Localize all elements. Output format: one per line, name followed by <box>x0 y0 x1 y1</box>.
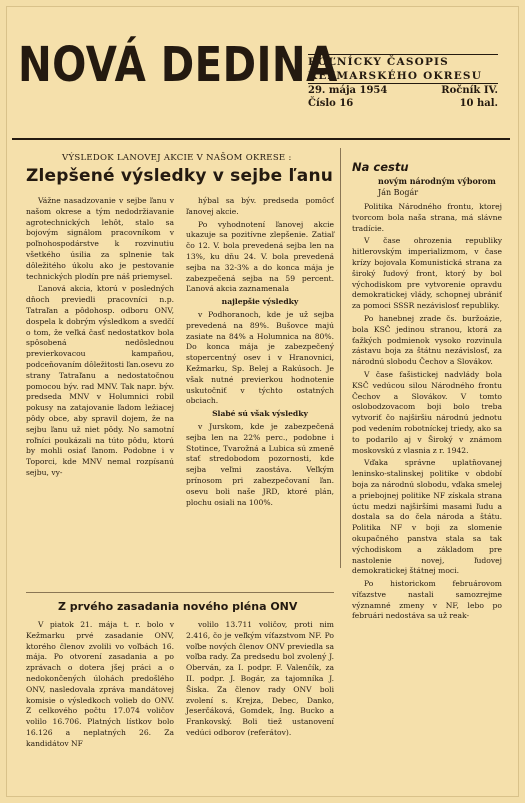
newspaper-title: NOVÁ DEDINA <box>18 37 338 93</box>
subheading: najlepšie výsledky <box>221 297 299 307</box>
paragraph: Po historickom februárovom víťazstve nastali samozrejme významné zmeny v NF, lebo po februári nedostáva sa už reak- <box>352 579 502 621</box>
price: 10 hal. <box>459 98 498 109</box>
article-column-2 <box>186 196 334 510</box>
subheading: Slabé sú však výsledky <box>212 409 308 419</box>
section-rule <box>26 592 334 593</box>
paragraph: Ľanová akcia, ktorú v posledných dňoch previedli pracovníci n.p. Tatraľan a pôdohosp. odboru ONV, dospela k dobrým výsledkom a svedčí o tom, že veľká časť nedostatkov bola spôsobená nedôslednou previerkovacou kampaňou, podceňovaním dôležitosti ľan.osevu zo strany Tatraľanu a nedostatočnou pomocou býv. rad MNV. Tak napr. býv. predseda MNV v Holumnici robil pokusy na zatajovanie ľadom ležiacej pôdy obce, aby spravil dojem, že na sejbu ľanu už niet pôdy. No samotní roľníci poukázali na túto pôdu, ktorú by mohli osiať ľanom. Podobne i v Toporci, kde MNV nemal rozpísanú sejbu, vy- <box>26 284 174 477</box>
masthead-bottom-rule <box>12 138 510 140</box>
subtitle-line1: ROĽNÍCKY ČASOPIS <box>308 56 449 68</box>
paragraph: V čase ohrozenia republiky hitlerovským imperializmom, v čase krízy bojovala Komunistická strana za široký ľudový front, ktorý by bol východiskom pre vytvorenie opravdu demokratickej vlády, schopnej ubrániť za pomoci SSSR nezávislosť republiky. <box>352 236 502 311</box>
date-row <box>308 84 498 97</box>
issue-date: 29. mája 1954 <box>308 85 388 96</box>
sidebar-title: Na cestu <box>352 160 409 174</box>
paragraph: Po vyhodnotení ľanovej akcie ukazuje sa pozitívne zlepšenie. Zatiaľ čo 12. V. bola prevedená sejba len na 13%, ku dňu 24. V. bola prevedená sejba na 32-3% a do konca mája je zabezpečená sejba na 59 percent. Ľanová akcia zaznamenala <box>186 219 334 294</box>
paragraph: hýbal sa býv. predseda pomôcť ľanovej akcie. <box>186 196 334 216</box>
article-kicker: VÝSLEDOK LANOVEJ AKCIE V NAŠOM OKRESE : <box>62 153 292 163</box>
masthead <box>18 34 508 118</box>
masthead-info <box>308 54 498 110</box>
sidebar-author: Ján Bogár <box>378 188 419 197</box>
paragraph: v Podhoranoch, kde je už sejba prevedená na 89%. Bušovce majú zasiate na 84% a Holumnica na 80%. Do konca mája je zabezpečený stopercentný osev i v Hranovnici, Kežmarku, Sp. Belej a Rakúsoch. Je však nutné previerkou hodnotenie uskutočniť v týchto ostatných obciach. <box>186 309 334 406</box>
column-divider <box>340 148 341 568</box>
paragraph: Po hanebnej zrade čs. buržoázie, bola KSČ jedinou stranou, ktorá za ťažkých podmienok vysoko rozvinula zástavu boja za štátnu nezávislosť, za národnú slobodu Čechov a Slovákov. <box>352 313 502 367</box>
paragraph: V čase fašistickej nadvlády bola KSČ vedúcou silou Národného frontu Čechov a Slovákov. V tomto oslobodzovacom boji bolo treba vytvoriť čo najširšiu národnú jednotu pod vedením robotníckej triedy, ako sa to podarilo aj v Široký v známom moskovskú z vlasnia z r. 1942. <box>352 369 502 455</box>
sidebar-column <box>352 202 502 624</box>
issue-number: Číslo 16 <box>308 98 354 109</box>
second-article-column-2 <box>186 620 334 741</box>
paragraph: Vďaka správne uplatňovanej leninsko-stalinskej politike v období boja za národnú slobodu, vďaka smelej a priebojnej politike NF získala strana úctu medzi najširšími masami ľudu a dostala sa do čela národa a štátu. Politika NF v boji za slomenie okupačného panstva stala sa tak východiskom a základom pre nastolenie novej, ľudovej demokratickej štátnej moci. <box>352 458 502 576</box>
second-article-headline: Z prvého zasadania nového pléna ONV <box>58 600 298 613</box>
paragraph: Vážne nasadzovanie v sejbe ľanu v našom okrese a tým nedodržiavanie agrotechnických lehôt, stalo sa bojovým signálom pracovníkom v poľnohospodárstve k rozvinutiu všetkého úsilia za splnenie tak dôležitého úkolu ako je pestovanie technických plodín pre náš priemysel. <box>26 196 174 281</box>
issue-row <box>308 97 498 110</box>
volume: Ročník IV. <box>441 85 498 96</box>
article-headline: Zlepšené výsledky v sejbe ľanu <box>26 166 334 186</box>
second-article-column-1 <box>26 620 174 752</box>
article-column-1 <box>26 196 174 481</box>
paragraph: v Jurskom, kde je zabezpečená sejba len na 22% perc., podobne i Stotince, Tvarožná a Lubica sú zmeně stať stredobodom pozornosti, kde sejba veľmi zaostáva. Veľkým prínosom pri zabezpečovaní ľan. osevu boli naše JRD, ktoré plán, plochu osiali na 100%. <box>186 421 334 507</box>
sidebar-subtitle: novým národným výborom <box>378 176 496 186</box>
paragraph: Politika Národného frontu, ktorej tvorcom bola naša strana, má slávne tradície. <box>352 202 502 233</box>
subtitle-line2: KEŽMARSKÉHO OKRESU <box>308 70 483 82</box>
paragraph: V piatok 21. mája t. r. bolo v Kežmarku prvé zasadanie ONV, ktorého členov zvolili vo voľbách 16. mája. Po otvorení zasadania a po zprávach o dotera jšej práci a o nedokončených úlohách predošlého ONV, nasledovala zpráva mandátovej komisie o výsledkoch volieb do ONV. Z celkového počtu 17.074 voličov volilo 16.706. Platných lístkov bolo 16.126 a neplatných 26. Za kandidátov NF <box>26 620 174 748</box>
paragraph: volilo 13.711 voličov, proti nim 2.416, čo je veľkým víťazstvom NF. Po voľbe nových členov ONV previedla sa voľba rady. Za predsedu bol zvolený J. Oberván, za I. podpr. F. Valenčík, za II. podpr. J. Bogár, za tajomníka J. Šiska. Za členov rady ONV boli zvolení s. Krejza, Debec, Danko, Jeserčáková, Gomdek, Ing. Bucko a Frankovský. Boli tiež ustanovení vedúci odborov (referátov). <box>186 620 334 737</box>
